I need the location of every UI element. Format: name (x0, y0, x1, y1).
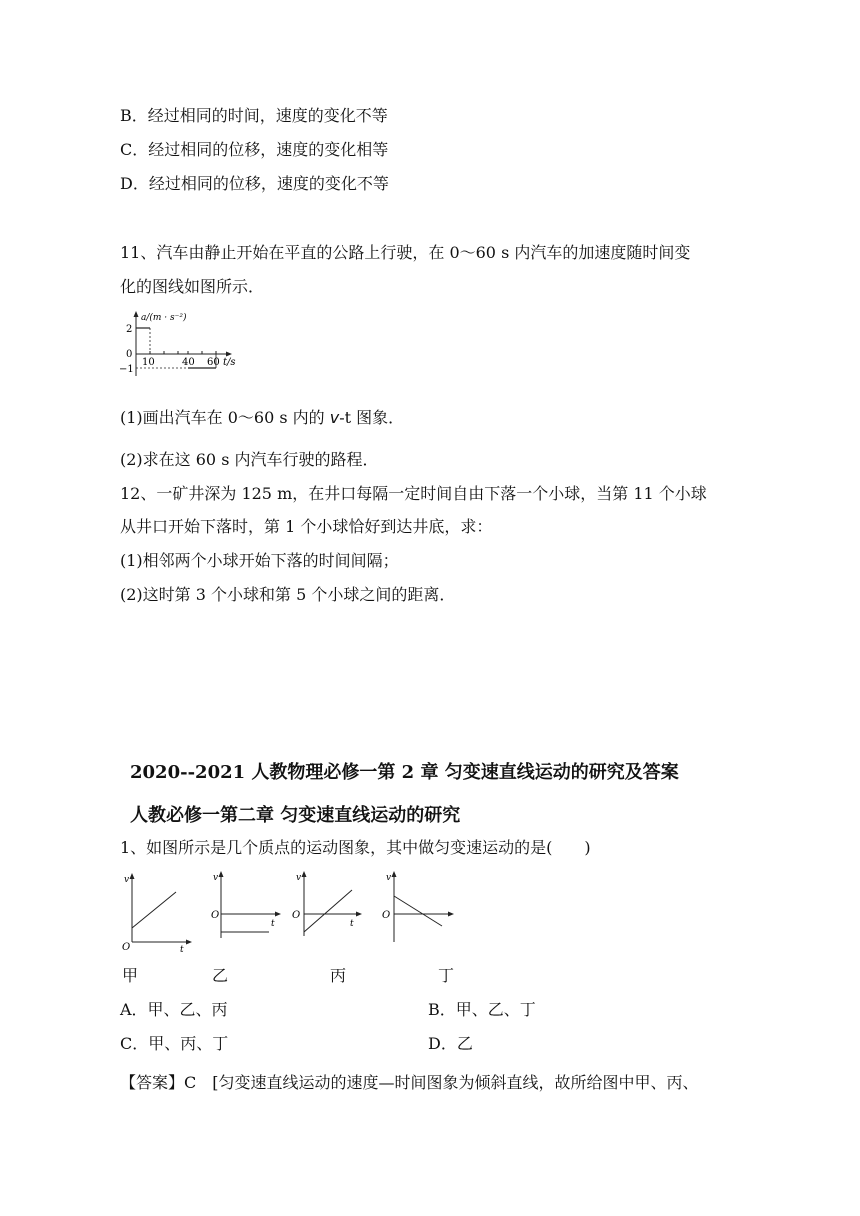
q1-stem: 1、如图所示是几个质点的运动图象，其中做匀变速运动的是( ) (120, 838, 591, 857)
bing-v-label: v (296, 873, 302, 883)
q11-y-arrow (134, 311, 139, 317)
q11-xtick-40: 40 (182, 357, 195, 368)
label-ding: 丁 (438, 966, 455, 985)
jia-t-label: t (180, 945, 184, 952)
q11-stem-line2: 化的图线如图所示． (120, 277, 265, 296)
q11-sub1-v: v (329, 408, 340, 427)
ding-sloped-line (394, 896, 442, 926)
jia-o-label: O (122, 942, 131, 952)
bing-t-label: t (350, 919, 354, 929)
q1-option-b: B．甲、乙、丁 (428, 1000, 536, 1019)
q11-x-arrow (226, 352, 232, 357)
q11-xtick-60: 60 (207, 357, 220, 368)
jia-v-label: v (124, 875, 130, 885)
q1-answer: 【答案】C [匀变速直线运动的速度—时间图象为倾斜直线，故所给图中甲、丙、 (120, 1073, 699, 1092)
page-title: 2020--2021 人教物理必修一第 2 章 匀变速直线运动的研究及答案 (130, 762, 679, 783)
q1-graph-ding (380, 868, 460, 944)
q11-xtick-10: 10 (142, 357, 155, 368)
q11-ytick-0: 0 (126, 349, 133, 360)
label-yi: 乙 (212, 966, 229, 985)
q1-option-a: A．甲、乙、丙 (120, 1000, 228, 1019)
q11-sub1-pre: (1)画出汽车在 0～60 s 内的 (120, 408, 330, 427)
q1-graph-yi (205, 868, 285, 940)
q11-sub1-post: -t 图象． (339, 408, 405, 427)
q11-acceleration-graph (116, 308, 246, 380)
option-b: B．经过相同的时间，速度的变化不等 (120, 106, 388, 125)
ding-o-label: O (382, 910, 391, 921)
yi-v-label: v (213, 873, 219, 883)
q11-sub1 (120, 408, 404, 428)
q1-graph-jia (118, 870, 198, 952)
q1-option-d: D．乙 (428, 1034, 473, 1053)
q1-option-c: C．甲、丙、丁 (120, 1034, 229, 1053)
q12-stem-line2: 从井口开始下落时，第 1 个小球恰好到达井底，求： (120, 517, 493, 536)
option-d: D．经过相同的位移，速度的变化不等 (120, 174, 389, 193)
ding-v-label: v (386, 873, 392, 883)
q11-ytick-neg1: −1 (119, 364, 134, 375)
yi-o-label: O (211, 910, 220, 921)
q11-sub2: (2)求在这 60 s 内汽车行驶的路程． (120, 450, 379, 469)
q12-stem-line1: 12、一矿井深为 125 m，在井口每隔一定时间自由下落一个小球，当第 11 个小球 (120, 484, 707, 503)
yi-t-label: t (271, 919, 275, 929)
q11-ylabel: a/(m · s⁻²) (141, 313, 187, 323)
bing-o-label: O (292, 910, 301, 921)
label-jia: 甲 (122, 966, 139, 985)
q12-sub2: (2)这时第 3 个小球和第 5 个小球之间的距离． (120, 585, 456, 604)
q12-sub1: (1)相邻两个小球开始下落的时间间隔； (120, 551, 399, 570)
q11-stem-line1: 11、汽车由静止开始在平直的公路上行驶，在 0～60 s 内汽车的加速度随时间变 (120, 243, 691, 262)
q1-graph-bing (290, 868, 370, 940)
q11-xlabel: t/s (223, 357, 236, 368)
jia-sloped-line (132, 892, 176, 928)
bing-sloped-line (304, 890, 352, 932)
section-subtitle: 人教必修一第二章 匀变速直线运动的研究 (130, 805, 461, 826)
label-bing: 丙 (330, 966, 347, 985)
option-c: C．经过相同的位移，速度的变化相等 (120, 140, 389, 159)
q11-ytick-2: 2 (126, 324, 133, 335)
